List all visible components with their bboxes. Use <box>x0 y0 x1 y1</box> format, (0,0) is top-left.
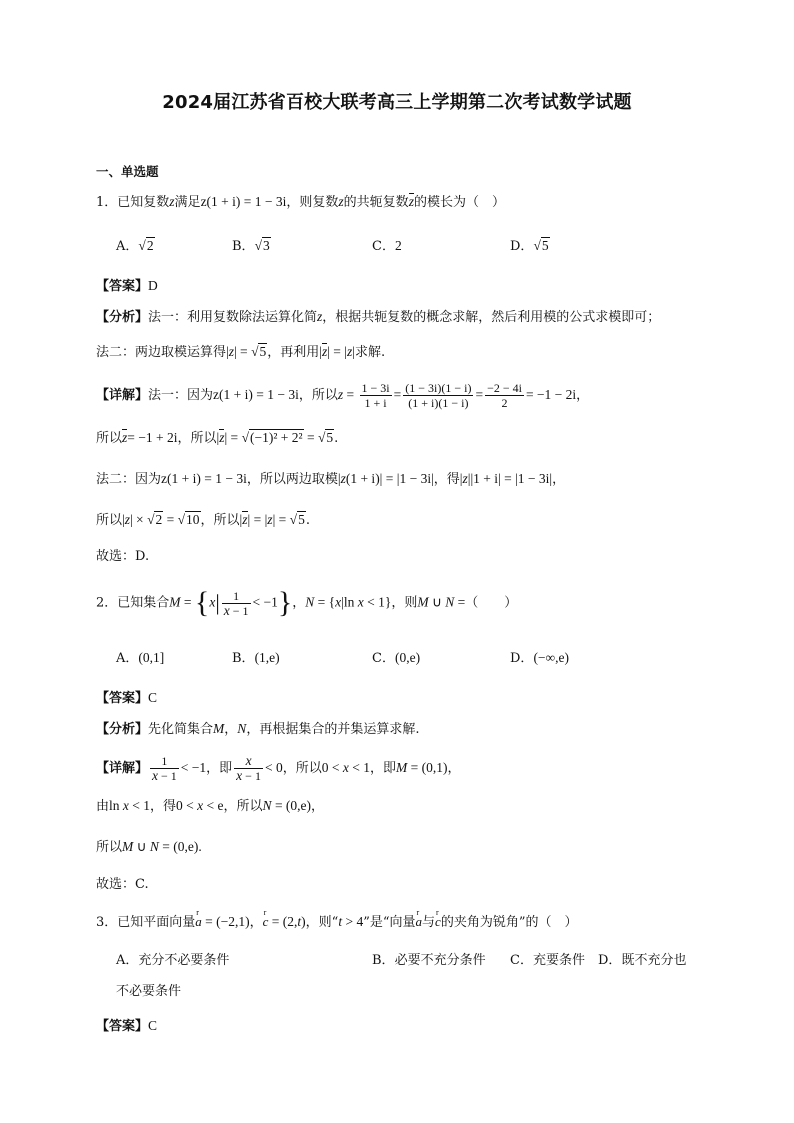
q2-detail-1: 【详解】 $\frac{1}{x - 1}$ < −1，即 $\frac{x}{x - 1}$ < 0，所以0 < x < 1，即M = (0,1)， <box>96 753 461 783</box>
fraction: $\frac{-2 - 4i}{2}$ <box>487 381 522 410</box>
q2-analysis: 【分析】先化简集合M，N，再根据集合的并集运算求解. <box>96 721 420 737</box>
q2-detail-3: 所以M ∪ N = (0,e). <box>96 839 202 855</box>
q2-answer: 【答案】C <box>96 690 158 706</box>
q1-stem: 1．已知复数z满足z(1 + i) = 1 − 3i，则复数z的共轭复数z的模长为（ ） <box>96 194 505 210</box>
q3-stem: 3．已知平面向量r a = (−2,1)，r c = (2,t)，则“t > 4”是“向量r a与r c的夹角为锐角”的（ ） <box>96 912 577 933</box>
fraction: $\frac{1 - 3i}{1 + i}$ <box>361 381 390 410</box>
fraction: $\frac{(1 - 3i)(1 - i)}{(1 + i)(1 - i)}$ <box>405 381 472 410</box>
fraction: $\frac{x}{x - 1}$ <box>236 753 261 783</box>
q1-conclusion: 故选：D. <box>96 549 150 564</box>
q3-option-c: C．充要条件 <box>510 953 585 968</box>
q1-analysis-method2: 法二：两边取模运算得|z| = √5，再利用|z| = |z|求解. <box>96 344 386 360</box>
q3-option-a: A．充分不必要条件 <box>116 953 230 968</box>
fraction: $\frac{1}{x - 1}$ <box>152 754 177 783</box>
q1-analysis: 【分析】法一：利用复数除法运算化简z，根据共轭复数的概念求解，然后利用模的公式求模即可； <box>96 309 661 325</box>
q2-option-b: B．(1,e) <box>232 650 280 666</box>
q1-option-d: D．√5 <box>510 238 549 254</box>
q1-detail-3: 法二：因为z(1 + i) = 1 − 3i，所以两边取模|z(1 + i)| = |1 − 3i|，得|z||1 + i| = |1 − 3i|， <box>96 471 566 487</box>
q1-detail-2: 所以z= −1 + 2i，所以|z| = √(−1)² + 2² = √5. <box>96 430 339 446</box>
q2-stem: 2．已知集合M = {x| $\frac{1}{x - 1}$ < −1}，N = {x|ln x < 1}，则M ∪ N =（ ） <box>96 586 518 619</box>
q1-option-b: B．√3 <box>232 238 270 254</box>
q2-conclusion: 故选：C. <box>96 877 149 892</box>
q3-option-b: B．必要不充分条件 <box>372 953 486 968</box>
q2-option-a: A．(0,1] <box>116 650 165 666</box>
q2-option-c: C．(0,e) <box>372 650 421 666</box>
q1-option-a: A．√2 <box>116 238 154 254</box>
q2-option-d: D．(−∞,e) <box>510 650 570 666</box>
q1-option-c: C．2 <box>372 238 402 254</box>
q3-option-d: D．既不充分也 <box>598 953 687 968</box>
q3-option-d-wrap: 不必要条件 <box>116 984 182 999</box>
section-heading: 一、单选题 <box>96 164 159 179</box>
q1-detail-1: 【详解】法一：因为z(1 + i) = 1 − 3i，所以z = $\frac{1 - 3i}{1 + i}$ = $\frac{(1 - 3i)(1 - i)}{(1 + i)(1 - i)}$ = $\frac{-2 - 4i}{2}$ = −1 − 2i， <box>96 381 590 410</box>
fraction: $\frac{1}{x - 1}$ <box>223 588 249 618</box>
q1-detail-4: 所以|z| × √2 = √10，所以|z| = |z| = √5. <box>96 512 310 528</box>
q3-answer: 【答案】C <box>96 1018 158 1034</box>
q1-answer: 【答案】D <box>96 278 158 294</box>
q2-detail-2: 由ln x < 1，得0 < x < e，所以N = (0,e)， <box>96 798 325 814</box>
page-title: 2024届江苏省百校大联考高三上学期第二次考试数学试题 <box>162 92 632 113</box>
